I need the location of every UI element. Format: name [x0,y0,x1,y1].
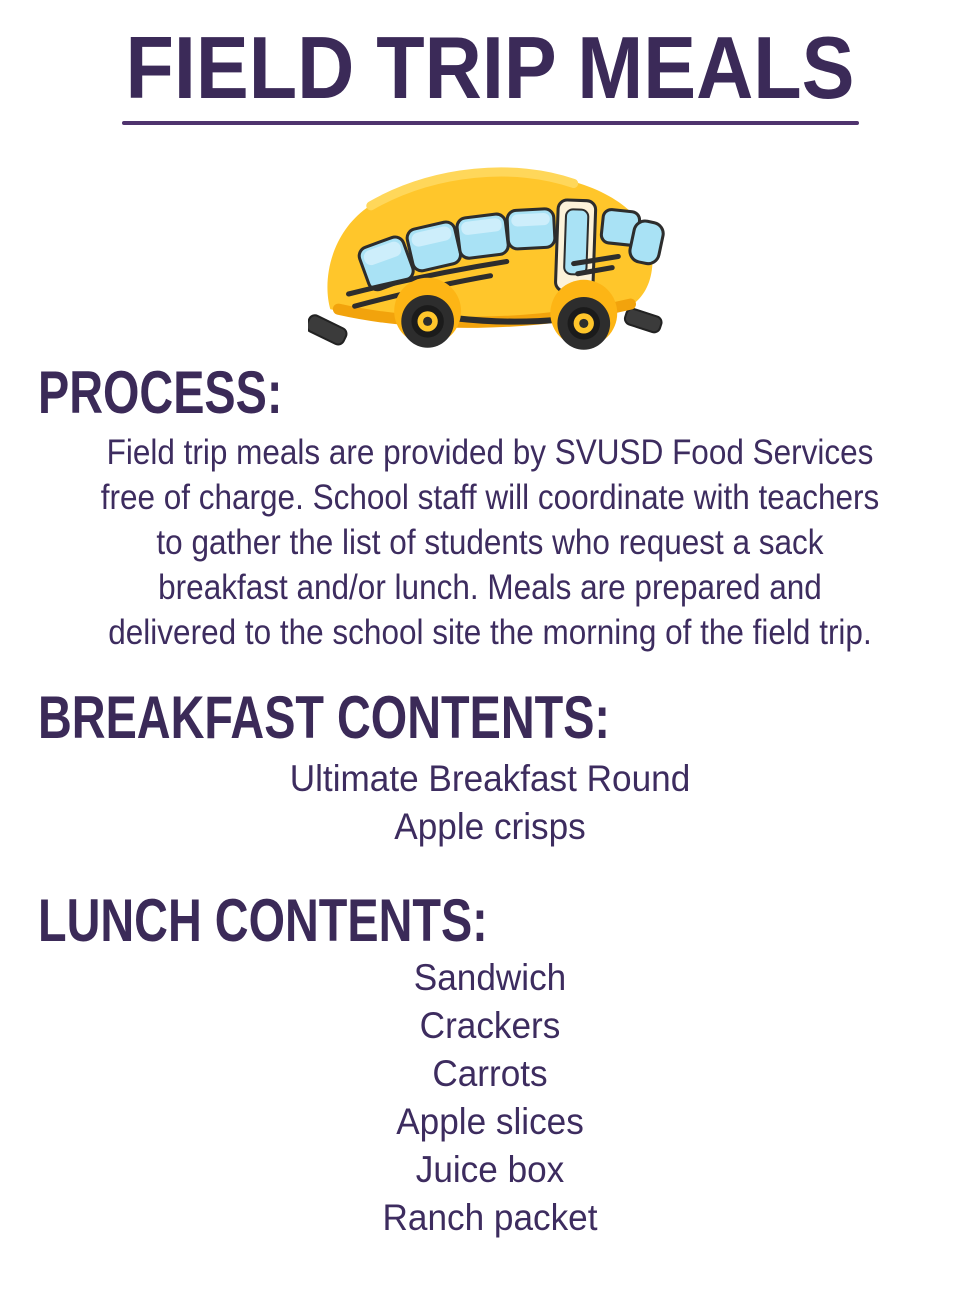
lunch-section [0,889,980,1242]
lunch-heading: LUNCH CONTENTS: [38,887,488,954]
bus-door [555,200,596,293]
flyer-header [0,18,980,125]
paragraph-line: Field trip meals are provided by SVUSD Food Services [106,433,874,472]
list-item: Sandwich [413,957,567,998]
list-item: Ultimate Breakfast Round [289,758,691,799]
page-title: FIELD TRIP MEALS [125,18,855,117]
breakfast-heading: BREAKFAST CONTENTS: [38,684,611,751]
list-item: Apple crisps [394,806,586,847]
paragraph-line: free of charge. School staff will coordinate with teachers [100,478,880,517]
bus-window-4 [506,208,555,249]
list-item: Ranch packet [382,1197,598,1238]
bus-underbody [456,318,561,321]
list-item: Apple slices [396,1101,584,1142]
paragraph-line: to gather the list of students who request a sack [156,523,824,562]
list-item: Crackers [419,1005,561,1046]
process-section [0,361,980,655]
process-paragraph [81,430,900,655]
bus-bumper-rear [308,313,349,346]
school-bus-illustration [308,159,673,357]
bus-window-2 [405,220,462,272]
process-heading: PROCESS: [38,359,283,426]
title-underline [122,121,859,125]
paragraph-line: delivered to the school site the morning of the field trip. [108,613,872,652]
breakfast-list [25,755,956,851]
bus-wheel-front [557,297,610,350]
bus-bumper-front [623,307,663,334]
bus-wheel-rear [401,295,454,348]
list-item: Juice box [415,1149,565,1190]
school-bus-icon [308,159,673,357]
field-trip-meals-flyer [0,18,980,1293]
list-item: Carrots [432,1053,548,1094]
paragraph-line: breakfast and/or lunch. Meals are prepared and [158,568,822,607]
bus-window-3 [456,213,509,259]
lunch-list [25,954,956,1242]
breakfast-section [0,686,980,851]
